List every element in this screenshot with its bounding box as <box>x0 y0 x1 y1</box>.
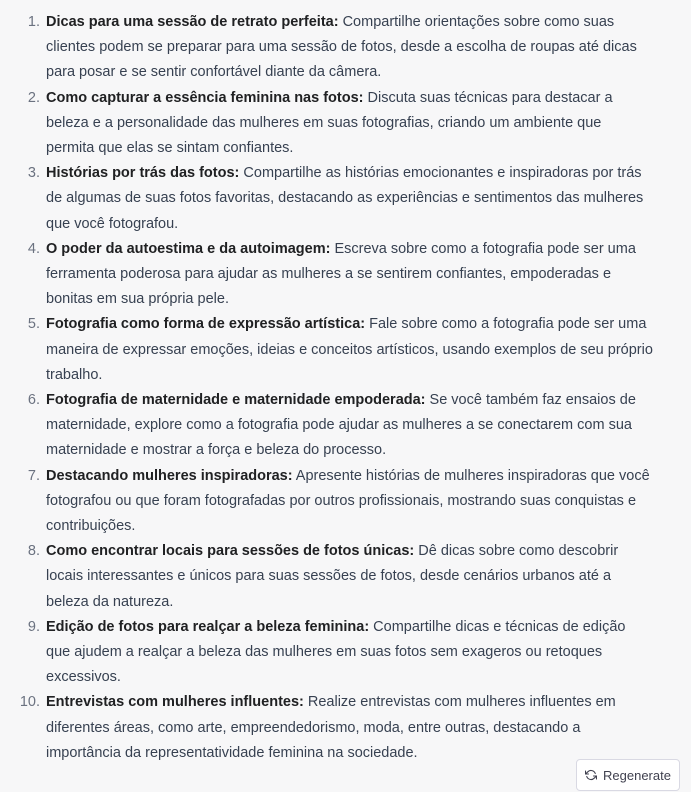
item-number: 1. <box>27 14 40 30</box>
item-number: 2. <box>27 89 40 106</box>
item-description: Se você também faz ensaios de maternidade, explore como a fotografia pode ajudar as mulheres a se conectarem com sua maternidade e mostrar a força e beleza do processo. <box>46 392 636 459</box>
item-description: Discuta suas técnicas para destacar a beleza e a personalidade das mulheres em suas fotografias, criando um ambiente que permita que elas se sintam confiantes. <box>46 89 613 157</box>
list-item <box>0 615 691 691</box>
item-number: 9. <box>27 618 40 635</box>
list-item <box>0 161 691 237</box>
item-number: 6. <box>27 392 40 409</box>
item-description: Fale sobre como a fotografia pode ser uma maneira de expressar emoções, ideias e conceitos artísticos, usando exemplos de seu próprio trabalho. <box>46 316 653 383</box>
list-item <box>0 539 691 615</box>
list-item <box>0 464 691 540</box>
item-description: Escreva sobre como a fotografia pode ser uma ferramenta poderosa para ajudar as mulheres a se sentirem confiantes, empoderadas e bonitas em sua própria pele. <box>46 240 636 308</box>
item-title: Fotografia como forma de expressão artística: <box>46 316 366 333</box>
item-title: Fotografia de maternidade e maternidade empoderada: <box>46 392 426 409</box>
item-number: 7. <box>27 467 40 484</box>
assistant-response <box>0 10 691 766</box>
item-description: Compartilhe dicas e técnicas de edição que ajudem a realçar a beleza das mulheres em suas fotos sem exageros ou retoques excessivos. <box>46 618 626 686</box>
item-description: Compartilhe orientações sobre como suas clientes podem se preparar para uma sessão de fotos, desde a escolha de roupas até dicas para posar e se sentir confortável diante da câmera. <box>46 14 637 81</box>
list-item <box>0 86 691 162</box>
item-description: Dê dicas sobre como descobrir locais interessantes e únicos para suas sessões de fotos, desde cenários urbanos até a beleza da natureza. <box>46 543 619 610</box>
item-title: Edição de fotos para realçar a beleza feminina: <box>46 618 370 635</box>
item-description: Compartilhe as histórias emocionantes e inspiradoras por trás de algumas de suas fotos favoritas, destacando as experiências e sentimentos das mulheres que você fotografou. <box>46 165 644 232</box>
item-number: 3. <box>27 165 40 182</box>
list-item <box>0 10 691 86</box>
item-number: 10. <box>19 694 40 711</box>
item-number: 4. <box>27 240 40 257</box>
list-item <box>0 690 691 766</box>
item-title: O poder da autoestima e da autoimagem: <box>46 240 331 257</box>
regenerate-button[interactable] <box>576 759 680 791</box>
item-title: Destacando mulheres inspiradoras: <box>46 467 293 484</box>
item-title: Como capturar a essência feminina nas fotos: <box>46 89 364 106</box>
list-item <box>0 312 691 388</box>
item-number: 5. <box>27 316 40 333</box>
list-item <box>0 237 691 313</box>
item-title: Como encontrar locais para sessões de fotos únicas: <box>46 543 415 560</box>
tips-list <box>0 10 691 766</box>
list-item <box>0 388 691 464</box>
item-number: 8. <box>27 543 40 560</box>
item-title: Dicas para uma sessão de retrato perfeita: <box>46 14 339 30</box>
item-title: Entrevistas com mulheres influentes: <box>46 694 304 711</box>
item-description: Apresente histórias de mulheres inspiradoras que você fotografou ou que foram fotografadas por outros profissionais, mostrando suas conquistas e contribuições. <box>46 467 650 535</box>
refresh-icon <box>585 769 597 781</box>
regenerate-label: Regenerate <box>603 767 671 783</box>
item-title: Histórias por trás das fotos: <box>46 165 240 182</box>
item-description: Realize entrevistas com mulheres influentes em diferentes áreas, como arte, empreendedorismo, moda, entre outras, destacando a importância da representatividade feminina na sociedade. <box>46 694 616 761</box>
